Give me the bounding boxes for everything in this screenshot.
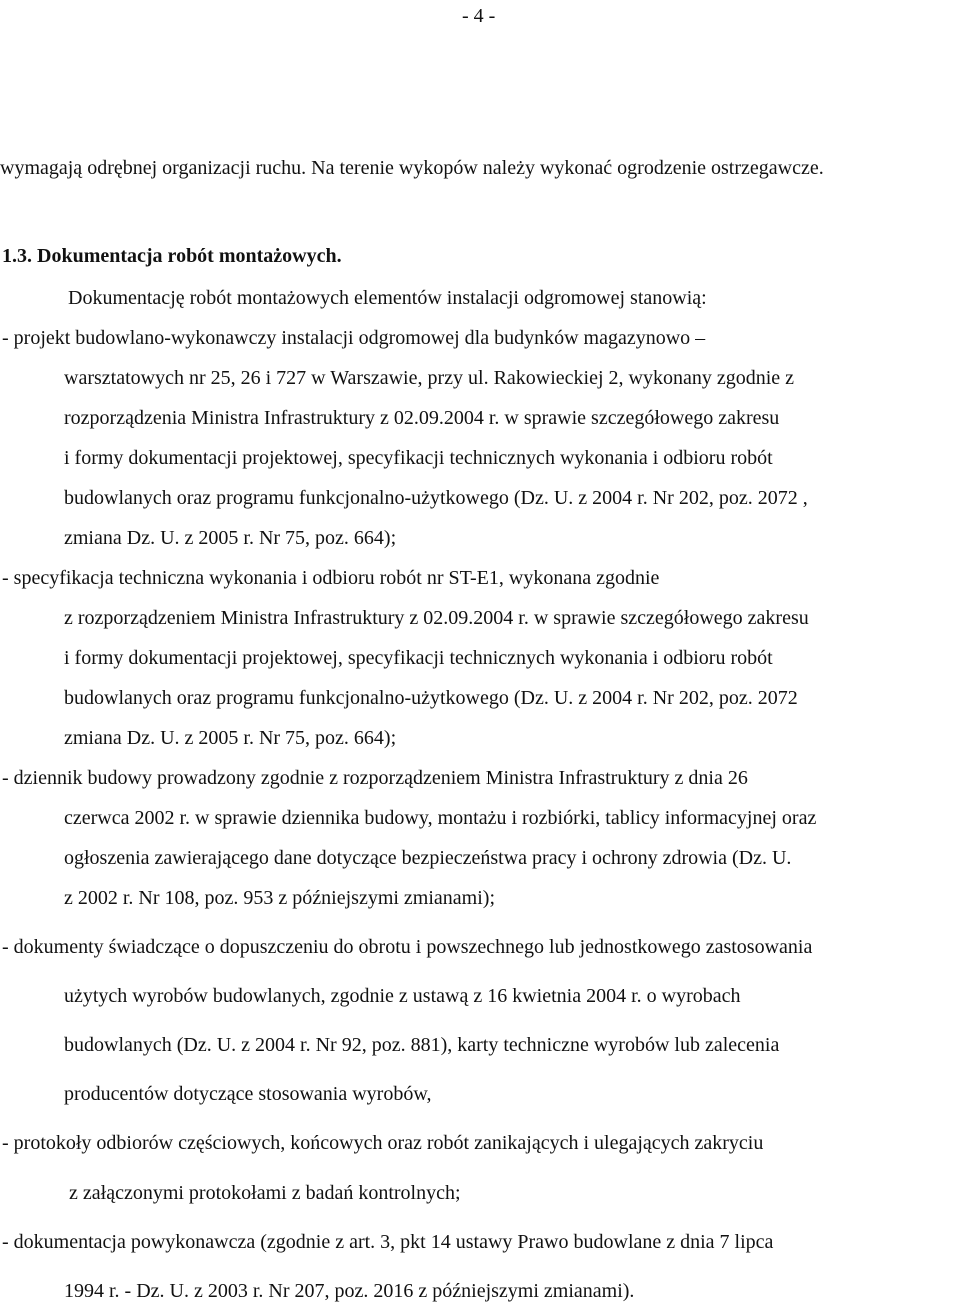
item-line: 1994 r. - Dz. U. z 2003 r. Nr 207, poz. 2016 z późniejszymi zmianami).	[64, 1280, 635, 1302]
item-line: budowlanych oraz programu funkcjonalno-użytkowego (Dz. U. z 2004 r. Nr 202, poz. 2072	[64, 687, 798, 709]
item-line: - specyfikacja techniczna wykonania i odbioru robót nr ST-E1, wykonana zgodnie	[2, 567, 660, 589]
intro-line: wymagają odrębnej organizacji ruchu. Na terenie wykopów należy wykonać ogrodzenie ostrzegawcze.	[0, 157, 824, 179]
item-line: - dokumentacja powykonawcza (zgodnie z art. 3, pkt 14 ustawy Prawo budowlane z dnia 7 lipca	[2, 1231, 774, 1253]
item-line: użytych wyrobów budowlanych, zgodnie z ustawą z 16 kwietnia 2004 r. o wyrobach	[64, 985, 741, 1007]
section-heading: 1.3. Dokumentacja robót montażowych.	[2, 245, 342, 267]
item-line: i formy dokumentacji projektowej, specyfikacji technicznych wykonania i odbioru robót	[64, 647, 773, 669]
item-line: z załączonymi protokołami z badań kontrolnych;	[69, 1182, 461, 1204]
item-line: z 2002 r. Nr 108, poz. 953 z późniejszymi zmianami);	[64, 887, 496, 909]
item-line: czerwca 2002 r. w sprawie dziennika budowy, montażu i rozbiórki, tablicy informacyjnej oraz	[64, 807, 817, 829]
item-line: z rozporządzeniem Ministra Infrastruktury z 02.09.2004 r. w sprawie szczegółowego zakresu	[64, 607, 809, 629]
item-line: - dziennik budowy prowadzony zgodnie z rozporządzeniem Ministra Infrastruktury z dnia 26	[2, 767, 748, 789]
section-intro: Dokumentację robót montażowych elementów instalacji odgromowej stanowią:	[68, 287, 707, 309]
item-line: budowlanych oraz programu funkcjonalno-użytkowego (Dz. U. z 2004 r. Nr 202, poz. 2072 ,	[64, 487, 808, 509]
item-line: - projekt budowlano-wykonawczy instalacji odgromowej dla budynków magazynowo –	[2, 327, 706, 349]
item-line: - dokumenty świadczące o dopuszczeniu do obrotu i powszechnego lub jednostkowego zastosowania	[2, 936, 813, 958]
item-line: zmiana Dz. U. z 2005 r. Nr 75, poz. 664);	[64, 527, 397, 549]
item-line: i formy dokumentacji projektowej, specyfikacji technicznych wykonania i odbioru robót	[64, 447, 773, 469]
item-line: - protokoły odbiorów częściowych, końcowych oraz robót zanikających i ulegających zakryciu	[2, 1132, 764, 1154]
item-line: producentów dotyczące stosowania wyrobów,	[64, 1083, 432, 1105]
item-line: budowlanych (Dz. U. z 2004 r. Nr 92, poz. 881), karty techniczne wyrobów lub zalecenia	[64, 1034, 780, 1056]
item-line: warsztatowych nr 25, 26 i 727 w Warszawie, przy ul. Rakowieckiej 2, wykonany zgodnie z	[64, 367, 795, 389]
item-line: zmiana Dz. U. z 2005 r. Nr 75, poz. 664);	[64, 727, 397, 749]
page-number: - 4 -	[462, 5, 496, 27]
item-line: rozporządzenia Ministra Infrastruktury z 02.09.2004 r. w sprawie szczegółowego zakresu	[64, 407, 780, 429]
item-line: ogłoszenia zawierającego dane dotyczące bezpieczeństwa pracy i ochrony zdrowia (Dz. U.	[64, 847, 792, 869]
